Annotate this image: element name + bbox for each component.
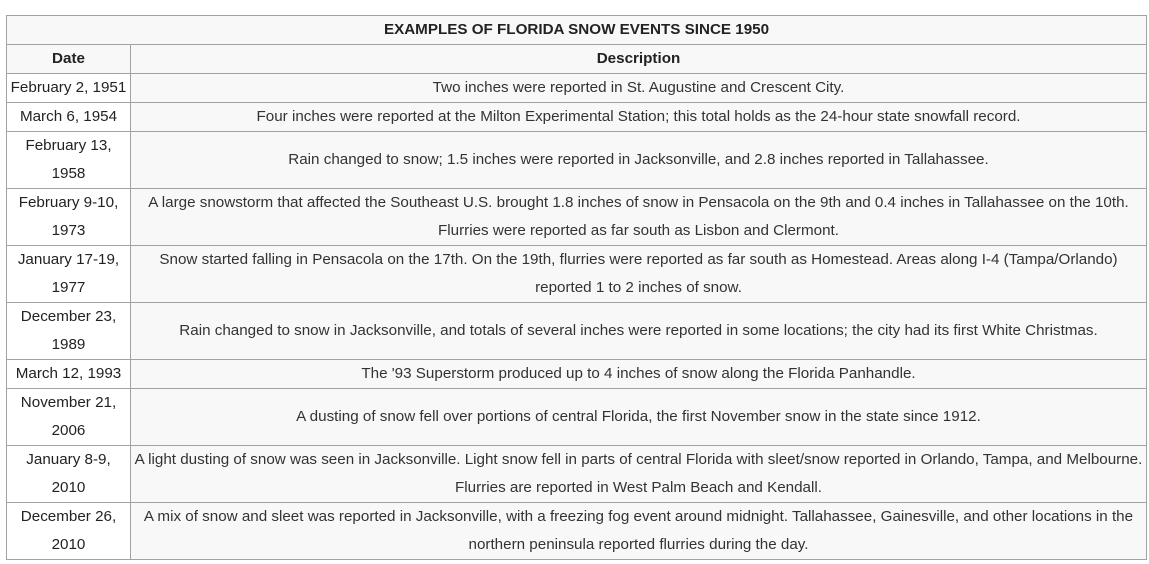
description-cell: Rain changed to snow; 1.5 inches were reported in Jacksonville, and 2.8 inches reported in Tallahassee. xyxy=(131,132,1147,189)
date-cell: November 21, 2006 xyxy=(7,389,131,446)
date-cell: February 2, 1951 xyxy=(7,74,131,103)
table-row xyxy=(7,446,1147,503)
table-title-row xyxy=(7,16,1147,45)
description-cell: A light dusting of snow was seen in Jacksonville. Light snow fell in parts of central Florida with sleet/snow reported in Orlando, Tampa, and Melbourne. Flurries are reported in West Palm Beach and Kendall. xyxy=(131,446,1147,503)
description-cell: Rain changed to snow in Jacksonville, and totals of several inches were reported in some locations; the city had its first White Christmas. xyxy=(131,303,1147,360)
description-cell: Two inches were reported in St. Augustine and Crescent City. xyxy=(131,74,1147,103)
date-cell: January 17-19, 1977 xyxy=(7,246,131,303)
description-cell: The '93 Superstorm produced up to 4 inches of snow along the Florida Panhandle. xyxy=(131,360,1147,389)
date-cell: February 13, 1958 xyxy=(7,132,131,189)
date-cell: December 26, 2010 xyxy=(7,503,131,560)
table-row xyxy=(7,103,1147,132)
snow-events-table xyxy=(6,15,1147,560)
description-cell: Four inches were reported at the Milton Experimental Station; this total holds as the 24-hour state snowfall record. xyxy=(131,103,1147,132)
column-header-date: Date xyxy=(7,45,131,74)
date-cell: December 23, 1989 xyxy=(7,303,131,360)
table-header-row xyxy=(7,45,1147,74)
table-row xyxy=(7,189,1147,246)
table-row xyxy=(7,389,1147,446)
table-row xyxy=(7,74,1147,103)
date-cell: March 6, 1954 xyxy=(7,103,131,132)
description-cell: Snow started falling in Pensacola on the 17th. On the 19th, flurries were reported as far south as Homestead. Areas along I-4 (Tampa/Orlando) reported 1 to 2 inches of snow. xyxy=(131,246,1147,303)
date-cell: February 9-10, 1973 xyxy=(7,189,131,246)
description-cell: A dusting of snow fell over portions of central Florida, the first November snow in the state since 1912. xyxy=(131,389,1147,446)
description-cell: A large snowstorm that affected the Southeast U.S. brought 1.8 inches of snow in Pensacola on the 9th and 0.4 inches in Tallahassee on the 10th. Flurries were reported as far south as Lisbon and Clermont. xyxy=(131,189,1147,246)
date-cell: January 8-9, 2010 xyxy=(7,446,131,503)
table-row xyxy=(7,132,1147,189)
table-title: EXAMPLES OF FLORIDA SNOW EVENTS SINCE 1950 xyxy=(7,16,1147,45)
table-row xyxy=(7,503,1147,560)
snow-events-table-container xyxy=(6,15,1146,560)
table-row xyxy=(7,360,1147,389)
date-cell: March 12, 1993 xyxy=(7,360,131,389)
table-row xyxy=(7,303,1147,360)
description-cell: A mix of snow and sleet was reported in Jacksonville, with a freezing fog event around midnight. Tallahassee, Gainesville, and other locations in the northern peninsula reported flurries during the day. xyxy=(131,503,1147,560)
column-header-description: Description xyxy=(131,45,1147,74)
table-row xyxy=(7,246,1147,303)
